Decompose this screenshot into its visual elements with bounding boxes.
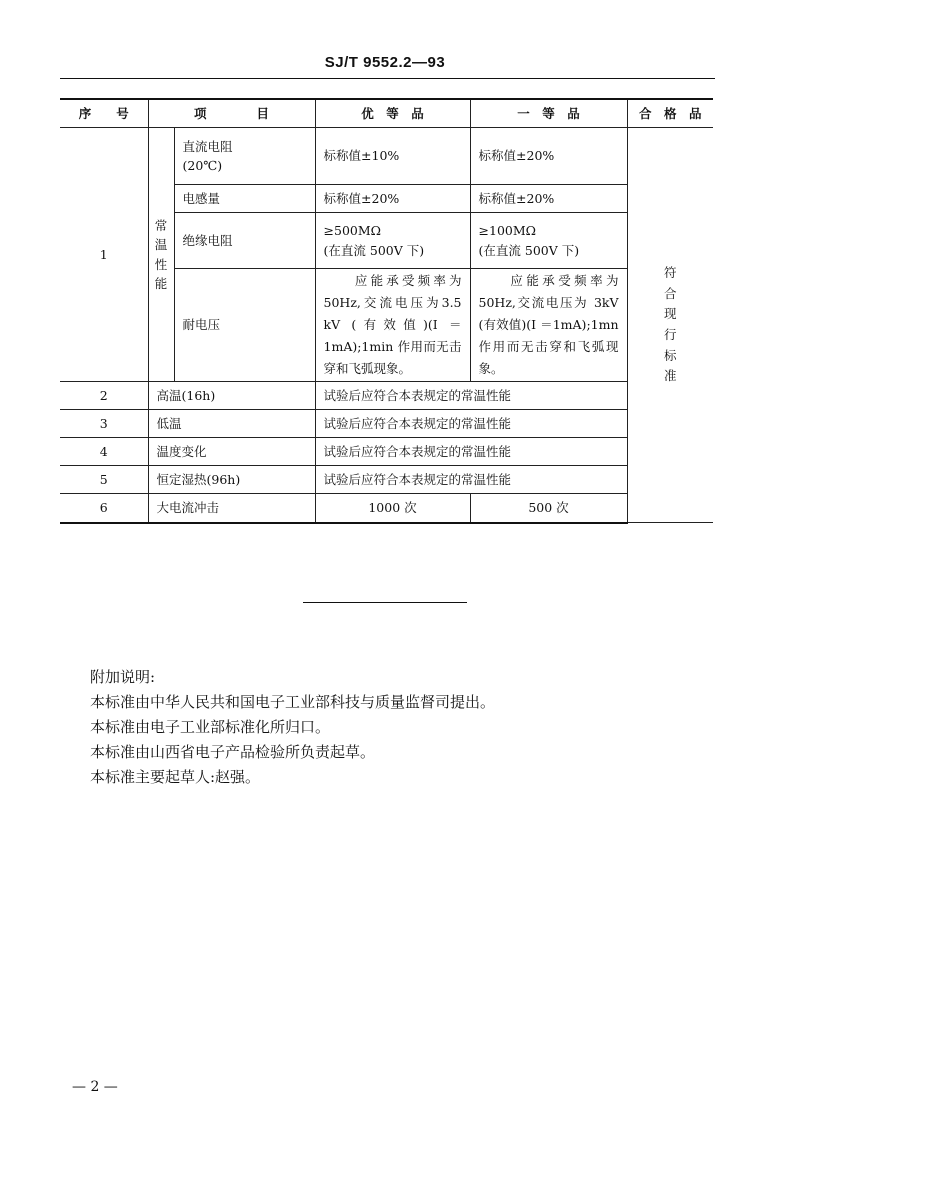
requirements-table xyxy=(60,98,713,524)
premium-value: 1000 次 xyxy=(315,494,470,523)
table-row xyxy=(60,438,713,466)
header-qualified: 合 格 品 xyxy=(627,99,713,128)
first-value: 标称值±20% xyxy=(470,185,627,213)
table-row xyxy=(60,382,713,410)
header-rule xyxy=(60,78,715,79)
table-row xyxy=(60,128,713,185)
group-label: 常 温 性 能 xyxy=(148,128,174,382)
row-merged-value: 试验后应符合本表规定的常温性能 xyxy=(315,466,627,494)
row-index: 2 xyxy=(60,382,148,410)
row-merged-value: 试验后应符合本表规定的常温性能 xyxy=(315,382,627,410)
note-line: 本标准由山西省电子产品检验所负责起草。 xyxy=(90,743,376,761)
row-index: 6 xyxy=(60,494,148,523)
header-premium: 优 等 品 xyxy=(315,99,470,128)
table-header-row xyxy=(60,99,713,128)
row-item: 高温(16h) xyxy=(148,382,315,410)
note-line: 本标准由中华人民共和国电子工业部科技与质量监督司提出。 xyxy=(90,693,496,711)
header-item: 项 目 xyxy=(148,99,315,128)
premium-value: 标称值±10% xyxy=(315,128,470,185)
section-divider xyxy=(303,602,467,603)
standard-code: SJ/T 9552.2—93 xyxy=(324,54,446,71)
first-value: ≥100MΩ (在直流 500V 下) xyxy=(470,213,627,269)
table-row xyxy=(60,494,713,523)
additional-notes xyxy=(90,665,495,790)
note-line: 本标准主要起草人:赵强。 xyxy=(90,768,261,786)
row-item: 低温 xyxy=(148,410,315,438)
header-index: 序 号 xyxy=(60,99,148,128)
header-first: 一 等 品 xyxy=(470,99,627,128)
table-row xyxy=(60,410,713,438)
premium-value: 应能承受频率为50Hz,交流电压为3.5 kV (有效值)(I ＝ 1mA);1min 作用而无击穿和飞弧现象。 xyxy=(315,269,470,382)
note-line: 本标准由电子工业部标准化所归口。 xyxy=(90,718,331,736)
row-index: 5 xyxy=(60,466,148,494)
premium-value: 标称值±20% xyxy=(315,185,470,213)
row-item: 恒定湿热(96h) xyxy=(148,466,315,494)
sub-item-label: 绝缘电阻 xyxy=(174,213,315,269)
sub-item-label: 直流电阻 (20℃) xyxy=(174,128,315,185)
first-value: 标称值±20% xyxy=(470,128,627,185)
sub-item-label: 耐电压 xyxy=(174,269,315,382)
row-index: 1 xyxy=(60,128,148,382)
notes-title: 附加说明: xyxy=(90,668,156,686)
row-item: 温度变化 xyxy=(148,438,315,466)
premium-value: ≥500MΩ (在直流 500V 下) xyxy=(315,213,470,269)
row-index: 4 xyxy=(60,438,148,466)
qualified-value: 符 合 现 行 标 准 xyxy=(627,128,713,523)
page-number: — 2 — xyxy=(72,1079,118,1095)
row-item: 大电流冲击 xyxy=(148,494,315,523)
first-value: 500 次 xyxy=(470,494,627,523)
row-merged-value: 试验后应符合本表规定的常温性能 xyxy=(315,438,627,466)
first-value: 应能承受频率为50Hz,交流电压为 3kV (有效值)(I ＝1mA);1mn 作用而无击穿和飞弧现象。 xyxy=(470,269,627,382)
row-index: 3 xyxy=(60,410,148,438)
sub-item-label: 电感量 xyxy=(174,185,315,213)
row-merged-value: 试验后应符合本表规定的常温性能 xyxy=(315,410,627,438)
table-row xyxy=(60,466,713,494)
